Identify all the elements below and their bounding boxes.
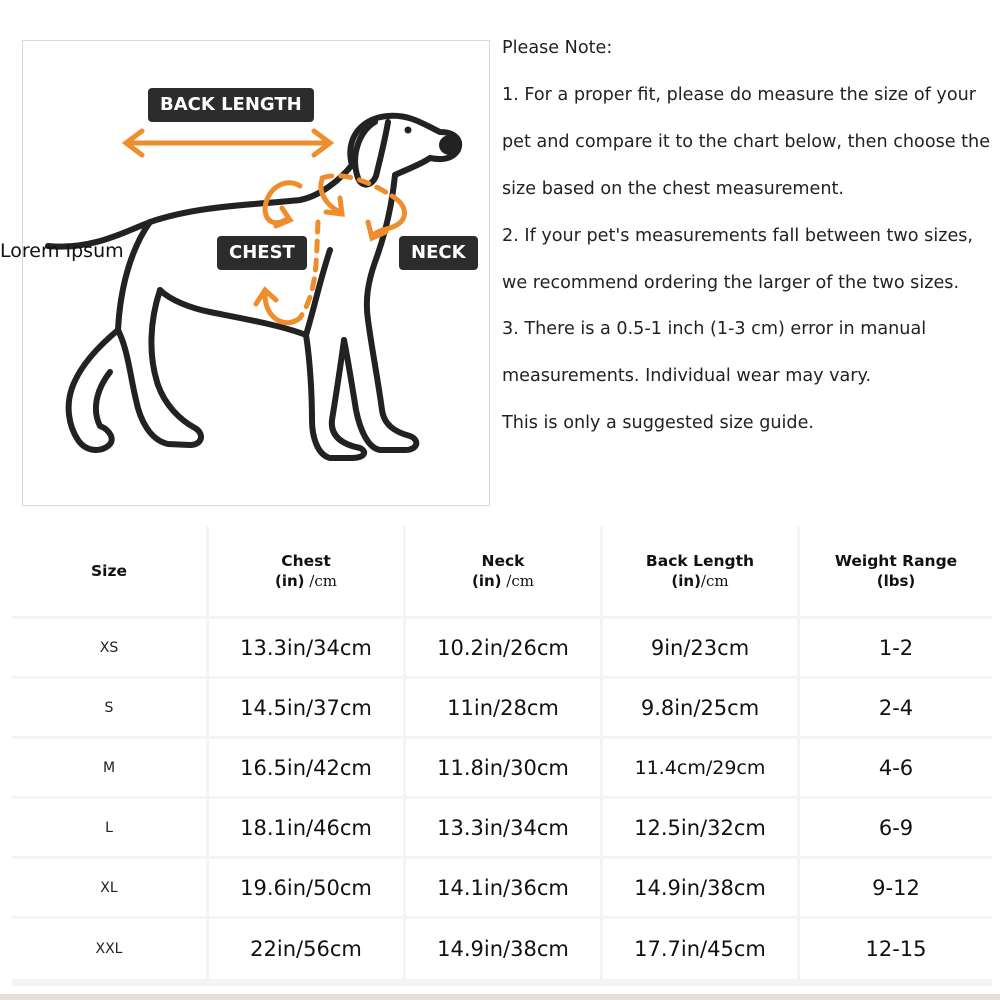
note-line: This is only a suggested size guide. <box>502 413 814 433</box>
table-row-size: XS <box>12 619 206 676</box>
header-chest <box>209 526 403 616</box>
table-cell-back-length: 11.4cm/29cm <box>603 739 797 796</box>
chest-label: CHEST <box>217 236 307 270</box>
table-row-size: S <box>12 679 206 736</box>
table-cell-neck: 11.8in/30cm <box>406 739 600 796</box>
header-size <box>12 526 206 616</box>
table-cell-weight: 4-6 <box>800 739 992 796</box>
table-cell-back-length: 9.8in/25cm <box>603 679 797 736</box>
table-cell-weight: 12-15 <box>800 919 992 979</box>
dog-nose <box>439 135 461 155</box>
header-unit-cm: cm <box>705 572 729 590</box>
note-line: 3. There is a 0.5-1 inch (1-3 cm) error in manual <box>502 319 927 339</box>
header-back-length <box>603 526 797 616</box>
header-title: Neck <box>481 552 525 570</box>
table-cell-chest: 16.5in/42cm <box>209 739 403 796</box>
back-length-arrow <box>126 131 330 155</box>
bottom-edge-strip <box>0 994 1000 1000</box>
dog-eye <box>405 127 412 134</box>
header-neck <box>406 526 600 616</box>
back-length-label: BACK LENGTH <box>148 88 314 122</box>
size-chart-table <box>12 526 992 986</box>
header-unit-cm: cm <box>314 572 337 590</box>
table-cell-neck: 10.2in/26cm <box>406 619 600 676</box>
header-weight-range <box>800 526 992 616</box>
note-line: 2. If your pet's measurements fall between two sizes, <box>502 226 974 246</box>
table-cell-back-length: 12.5in/32cm <box>603 799 797 856</box>
table-row-size: L <box>12 799 206 856</box>
header-unit-cm: cm <box>511 572 534 590</box>
header-unit-sep: / <box>700 572 706 590</box>
table-row-size: XL <box>12 859 206 916</box>
table-cell-back-length: 17.7in/45cm <box>603 919 797 979</box>
table-cell-back-length: 14.9in/38cm <box>603 859 797 916</box>
table-cell-neck: 11in/28cm <box>406 679 600 736</box>
note-line: we recommend ordering the larger of the two sizes. <box>502 273 960 293</box>
table-cell-chest: 18.1in/46cm <box>209 799 403 856</box>
table-cell-weight: 1-2 <box>800 619 992 676</box>
header-title: Chest <box>281 552 331 570</box>
neck-label: NECK <box>399 236 478 270</box>
header-title: Weight Range <box>834 552 958 570</box>
overlay-text: Lorem Ipsum <box>0 240 124 262</box>
note-heading: Please Note: <box>502 38 613 58</box>
dog-body-outline <box>48 116 459 458</box>
table-cell-neck: 14.1in/36cm <box>406 859 600 916</box>
header-unit-in: (in) <box>275 572 305 590</box>
table-cell-weight: 2-4 <box>800 679 992 736</box>
note-line: 1. For a proper fit, please do measure the size of your <box>502 85 976 105</box>
table-cell-back-length: 9in/23cm <box>603 619 797 676</box>
table-cell-weight: 9-12 <box>800 859 992 916</box>
note-line: measurements. Individual wear may vary. <box>502 366 872 386</box>
table-row-size: M <box>12 739 206 796</box>
table-cell-chest: 22in/56cm <box>209 919 403 979</box>
table-row-size: XXL <box>12 919 206 979</box>
header-title: Back Length <box>645 552 755 570</box>
note-line: pet and compare it to the chart below, then choose the <box>502 132 991 152</box>
table-cell-neck: 14.9in/38cm <box>406 919 600 979</box>
table-cell-neck: 13.3in/34cm <box>406 799 600 856</box>
note-line: size based on the chest measurement. <box>502 179 845 199</box>
header-unit-sep: / <box>501 572 512 590</box>
header-unit-in: (in) <box>671 572 701 590</box>
header-unit-lbs: (lbs) <box>876 572 916 590</box>
table-cell-chest: 13.3in/34cm <box>209 619 403 676</box>
header-title: Size <box>90 562 127 580</box>
table-cell-chest: 19.6in/50cm <box>209 859 403 916</box>
header-unit-in: (in) <box>472 572 502 590</box>
header-unit-sep: / <box>304 572 315 590</box>
table-cell-weight: 6-9 <box>800 799 992 856</box>
table-cell-chest: 14.5in/37cm <box>209 679 403 736</box>
